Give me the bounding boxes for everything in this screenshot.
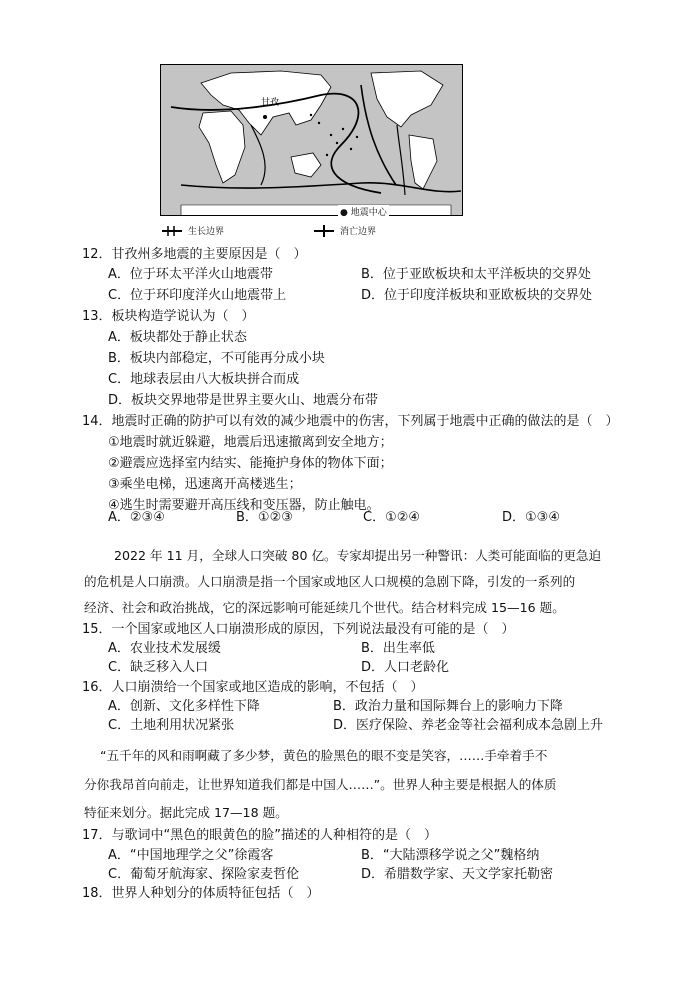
- q14-statement-1: ①地震时就近躲避，地震后迅速撤离到安全地方；: [108, 435, 393, 450]
- subduction-boundary-icon: [312, 225, 336, 237]
- q13-option-b: B．板块内部稳定，不可能再分成小块: [108, 351, 325, 366]
- q15-option-d: D．人口老龄化: [361, 660, 450, 675]
- q16-stem: 16．人口崩溃给一个国家或地区造成的影响，不包括（ ）: [82, 680, 424, 695]
- legend-subduction-label: 消亡边界: [340, 227, 377, 237]
- q17-option-b: B．“大陆漂移学说之父”魏格纳: [361, 848, 540, 863]
- q18-stem: 18．世界人种划分的体质特征包括（ ）: [82, 886, 320, 901]
- q12-option-d: D．位于印度洋板块和亚欧板块的交界处: [361, 288, 593, 303]
- map-legend: [160, 224, 490, 238]
- q14-statement-3: ③乘坐电梯，迅速离开高楼逃生；: [108, 477, 302, 492]
- q13-option-a: A．板块都处于静止状态: [108, 330, 247, 345]
- antarctica-land: [181, 205, 451, 216]
- q12-option-a: A．位于环太平洋火山地震带: [108, 267, 273, 282]
- legend-subduction-boundary: [312, 224, 376, 237]
- q14-option-d: D．①③④: [502, 510, 560, 525]
- passage1-line3: 经济、社会和政治挑战，它的深远影响可能延续几个世代。结合材料完成 15—16 题。: [84, 600, 565, 615]
- map-place-label: 甘孜: [261, 98, 280, 108]
- q14-option-c: C．①②④: [363, 510, 421, 525]
- passage2-line2: 分你我昂首向前走，让世界知道我们都是中国人……”。世界人种主要是根据人的体质: [84, 777, 557, 792]
- passage1-line2: 的危机是人口崩溃。人口崩溃是指一个国家或地区人口规模的急剧下降，引发的一系列的: [84, 574, 576, 589]
- q14-option-b: B．①②③: [236, 510, 293, 525]
- passage1-line1: 2022 年 11 月，全球人口突破 80 亿。专家却提出另一种警讯：人类可能面临的更急迫: [114, 548, 602, 563]
- q17-option-a: A．“中国地理学之父”徐霞客: [108, 848, 274, 863]
- q17-option-c: C．葡萄牙航海家、探险家麦哲伦: [108, 867, 300, 882]
- q12-stem: 12．甘孜州多地震的主要原因是（ ）: [82, 247, 307, 262]
- q15-option-a: A．农业技术发展缓: [108, 641, 221, 656]
- q13-option-d: D．板块交界地带是世界主要火山、地震分布带: [108, 393, 379, 408]
- growth-boundary-icon: [160, 225, 184, 237]
- q14-stem: 14．地震时正确的防护可以有效的减少地震中的伤害，下列属于地震中正确的做法的是（ ）: [82, 414, 619, 429]
- q13-option-c: C．地球表层由八大板块拼合而成: [108, 372, 300, 387]
- q14-statement-4: ④逃生时需要避开高压线和变压器，防止触电。: [108, 498, 380, 513]
- legend-growth-boundary: [160, 224, 224, 237]
- q16-option-b: B．政治力量和国际舞台上的影响力下降: [333, 699, 563, 714]
- q17-option-d: D．希腊数学家、天文学家托勒密: [361, 867, 554, 882]
- ganzi-marker: [263, 115, 267, 119]
- q17-stem: 17．与歌词中“黑色的眼黄色的脸”描述的人种相符的是（ ）: [82, 828, 438, 843]
- q16-option-d: D．医疗保险、养老金等社会福利成本急剧上升: [333, 718, 604, 733]
- q16-option-c: C．土地利用状况紧张: [108, 718, 235, 733]
- passage2-line1: “五千年的风和雨啊藏了多少梦，黄色的脸黑色的眼不变是笑容，……手牵着手不: [100, 748, 548, 763]
- plate-map: [160, 64, 463, 216]
- quake-center-legend: ● 地震中心: [338, 205, 389, 218]
- plate-map-drawing: [161, 65, 463, 216]
- q13-stem: 13．板块构造学说认为（ ）: [82, 309, 255, 324]
- q15-stem: 15．一个国家或地区人口崩溃形成的原因，下列说法最没有可能的是（ ）: [82, 622, 515, 637]
- q15-option-b: B．出生率低: [361, 641, 435, 656]
- legend-growth-label: 生长边界: [188, 227, 225, 237]
- q15-option-c: C．缺乏移入人口: [108, 660, 209, 675]
- passage2-line3: 特征来划分。据此完成 17—18 题。: [84, 805, 288, 820]
- q14-option-a: A．②③④: [108, 510, 165, 525]
- q12-option-c: C．位于环印度洋火山地震带上: [108, 288, 287, 303]
- q14-statement-2: ②避震应选择室内结实、能掩护身体的物体下面；: [108, 456, 393, 471]
- q12-option-b: B．位于亚欧板块和太平洋板块的交界处: [361, 267, 591, 282]
- q16-option-a: A．创新、文化多样性下降: [108, 699, 260, 714]
